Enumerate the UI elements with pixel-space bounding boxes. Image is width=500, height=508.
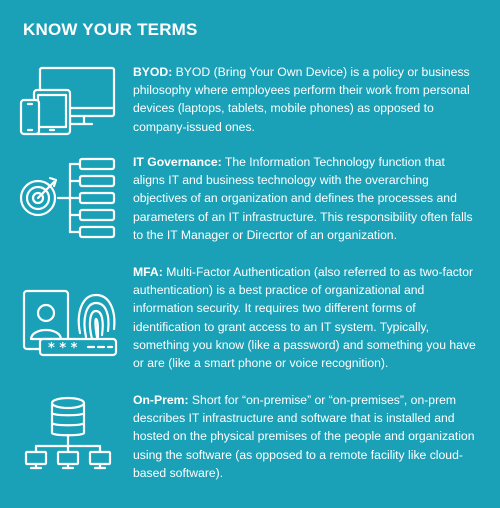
term-on-prem-name: On-Prem: [133,393,189,407]
fingerprint-id-icon [18,283,118,363]
term-on-prem-definition: Short for “on-premise” or “on-premises”, on-prem describes IT infrastructure and software that is installed and hosted on the physical premises of the people and organization using the software (as opposed to a remote facility like cloud-based software). [133,393,475,480]
term-it-governance-definition: The Information Technology function that aligns IT and business technology with the overarching objectives of an organization and defines the processes and parameters of an IT infrastructure. This responsibility often falls to the IT Manager or Direcrtor of an organization. [133,155,473,242]
database-network-icon [18,396,118,472]
term-mfa-name: MFA: [133,265,163,279]
page-title: KNOW YOUR TERMS [23,20,198,39]
term-on-prem-text [133,391,478,482]
term-mfa-text [133,263,478,372]
term-mfa-definition: Multi-Factor Authentication (also referred to as two-factor authentication) is a best practice of organizational and information security. It requires two different forms of identification to grant access to an IT system. Typically, something you know (like a password) and something you have or are (like a smart phone or voice recognition). [133,265,476,371]
svg-text:* * *: * * * [48,341,78,356]
term-byod-text [133,63,478,136]
term-byod-name: BYOD: [133,65,173,79]
term-it-governance-name: IT Governance: [133,155,222,169]
term-it-governance-text [133,153,478,244]
devices-icon [18,66,118,136]
term-byod-definition: BYOD (Bring Your Own Device) is a policy or business philosophy where employees perform their work from personal devices (laptops, tablets, mobile phones) as opposed to company-issued ones. [133,65,470,134]
target-hierarchy-icon [18,156,118,240]
